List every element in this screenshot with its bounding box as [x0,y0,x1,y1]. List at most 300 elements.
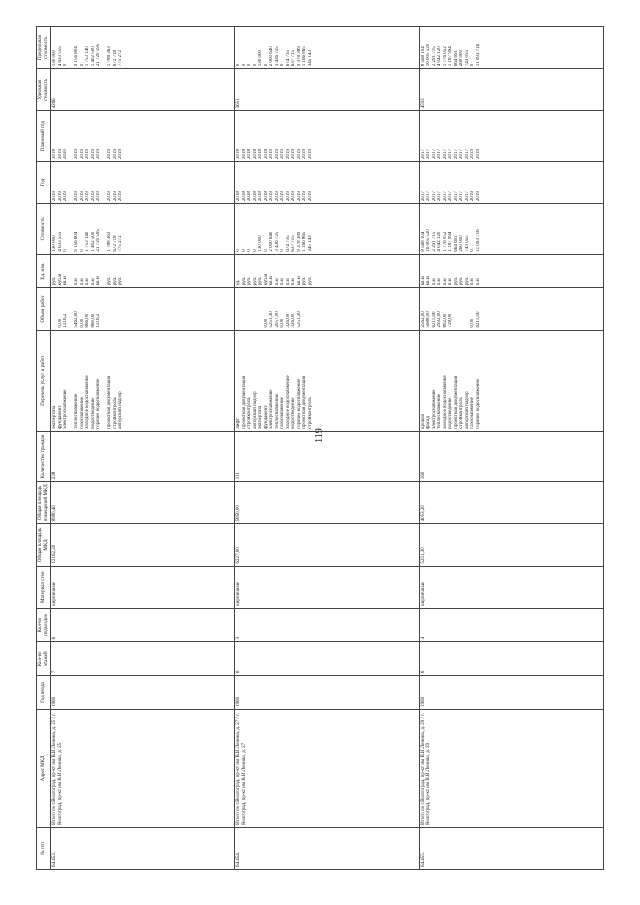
cell-mat: кирпичные [419,566,603,608]
cell-line: 11 093 716 [475,229,481,252]
cell-line: п.м [85,278,90,286]
header-unit-cost: Удельная стоимость [37,69,51,111]
cell-line: 2019 [291,148,297,159]
cell-year: 1969 [235,676,419,710]
cell-line: руб. [241,276,247,286]
cell-line: газоснабжение [470,397,476,429]
cell-works [51,330,235,431]
cell-line: 2018 [258,148,264,159]
cell-line: 2019 [112,191,118,202]
cell-line: 9 378 389 [296,231,302,252]
cell-line: 2017 [448,191,454,202]
table-header-row [37,27,51,870]
cell-line: 21 720 595 [96,43,101,67]
cell-line: 4 633 555 [57,46,63,67]
cell-line: п.м [475,278,481,286]
cell-vol [419,288,603,330]
header-total-area: Общая площадь помещений МКД [37,482,51,524]
cell-line: 2018 [52,148,57,159]
cell-line: горячее водоснабжение [96,378,101,429]
cell-line: 2019 [107,148,112,159]
cell-line: стройконтроль [247,397,253,429]
cell-line: водоотведение [448,397,454,429]
cell-line: 2017 [442,148,448,159]
cell-line: кв.м [296,276,302,286]
cell-line: 2562,00 [420,311,426,328]
cell-line: 1 788 363 [107,46,112,67]
cell-line: 2019 [285,191,291,202]
cell-entr: 4 [419,608,603,642]
table-row [51,27,235,870]
cell-line: 2017 [431,191,437,202]
cell-line: руб. [302,276,308,286]
cell-line: теплоснабжение [74,393,79,429]
cell-line: руб. [112,276,118,286]
cell-unit [235,254,419,288]
cell-num: 64.454. [235,827,419,869]
cell-line: 1 753 140 [85,231,90,252]
cell-line: проектная документация [107,375,112,429]
cell-line: 2018 [258,191,264,202]
cell-line: 2018 [236,148,242,159]
cell-line: 1 402 500 [90,46,96,67]
cell-line: 2019 [85,148,90,159]
cell-line: 4 042 120 [437,231,443,252]
cell-line: 16 005 520 [426,229,432,252]
cell-line: руб. [459,276,465,286]
cell-cost [419,204,603,255]
cell-spec [419,111,603,162]
cell-line: 0,00 [79,318,85,328]
cell-area: 5251,30 [419,524,603,566]
cell-line: 2019 [74,148,79,159]
cell-line: 326,00 [285,313,291,328]
cell-line: 2019 [470,148,476,159]
cell-line: ед. [236,279,242,286]
cell-line: проектная документация [302,375,308,429]
cell-line: 2018 [263,191,269,202]
cell-line: 892,00 [442,313,448,328]
header-floors: Кол-во этажей [37,642,51,676]
cell-line: 2018 [252,148,258,159]
cell-line: 0,00 [470,318,476,328]
cell-mat: кирпичные [235,566,419,608]
cell-line: 674 735 [285,235,291,252]
cell-line: руб. [453,276,459,286]
cell-entr: 3 [235,608,419,642]
cell-line: 0 [236,63,242,67]
cell-line: фундамент [57,405,63,429]
cell-line: 0 [241,249,247,252]
cell-max: 4266 [51,69,235,111]
cell-line: 866,00 [85,313,90,328]
cell-line: 2019 [118,191,123,202]
cell-line: 2019 [280,191,286,202]
header-addr: Адрес МКД [37,709,51,827]
cell-line: п.м [448,278,454,286]
cell-line: 0,00 [57,318,63,328]
cell-works [419,330,603,431]
cell-line: электроснабжение [63,389,68,429]
cell-plan [51,161,235,203]
cell-line: руб. [107,276,112,286]
cell-line: 2018 [252,191,258,202]
cell-line: 0 [263,249,269,252]
cell-line: 2019 [107,191,112,202]
cell-line: п.м [285,278,291,286]
cell-line: 2017 [431,148,437,159]
cell-line: 637 715 [291,235,297,252]
cell-line: куб.м [57,273,63,286]
cell-line: проектная документация [241,375,247,429]
cell-line: фундамент [263,405,269,429]
cell-line: 0 [252,249,258,252]
header-volume: Объем работ [37,288,51,330]
header-year-plan: Год [37,161,51,203]
table-row [235,27,419,870]
cell-line: 260 000 [459,49,465,67]
cell-line: 2019 [302,148,308,159]
cell-sum [419,27,603,69]
cell-line: 674 735 [285,49,291,67]
cell-line: 9 378 389 [296,46,302,67]
cell-area: 6227,00 [235,524,419,566]
cell-line: 2019 [274,191,280,202]
cell-line: стройконтроль [307,397,313,429]
cell-line: руб. [258,276,264,286]
cell-line: 2018 [247,148,253,159]
cell-line: кровля [420,414,426,429]
cell-unit [51,254,235,288]
cell-line: 743 055 [464,235,470,252]
cell-line: 2019 [90,148,96,159]
cell-line: 4 633 555 [57,231,63,252]
cell-line: водоотведение [90,397,96,429]
cell-line: кв.м [63,276,68,286]
cell-line: 2019 [280,148,286,159]
cell-line: 2 000 640 [269,46,275,67]
table-body [51,27,604,870]
header-works: Перечень услуг и работ [37,330,51,431]
cell-line: 2019 [307,148,313,159]
rotated-sheet [36,26,604,870]
cell-vol [51,288,235,330]
cell-line: 0 [63,249,68,252]
cell-line: п.м [431,278,437,286]
cell-line: 2019 [475,191,481,202]
cell-max: 3651 [235,69,419,111]
cell-line: 2017 [459,191,465,202]
cell-line: 3 436 725 [274,46,280,67]
cell-line: руб. [307,276,313,286]
cell-line: 2019 [52,191,57,202]
cell-line: 0 [470,63,476,67]
cell-line: 2932,00 [437,311,443,328]
cell-line: 0 [470,249,476,252]
cell-line: 11 093 716 [475,43,481,67]
cell-line: 2019 [63,191,68,202]
cell-line: 1 402 500 [90,231,96,252]
cell-sum [235,27,419,69]
cell-total: 5850,00 [235,482,419,524]
cell-num: 64.453. [51,827,235,869]
cell-line: куб.м [263,273,269,286]
cell-line: 3 436 725 [274,231,280,252]
cell-floors: 7 [51,642,235,676]
cell-line: 775 272 [118,49,123,67]
cell-line: 2019 [112,148,118,159]
cell-line: 130 000 [52,235,57,252]
cell-cost [51,204,235,255]
cell-line: кв.м [420,276,426,286]
cell-line: 5251,30 [269,311,275,328]
cell-line: 860,00 [90,313,96,328]
header-plan-year: Плановый год [37,111,51,162]
cell-line: 2019 [96,148,101,159]
cell-line: 2019 [296,191,302,202]
cell-total: 8980,40 [51,482,235,524]
cell-line [308,290,314,327]
cell-line: 2019 [74,191,79,202]
cell-line: 260 000 [459,235,465,252]
cell-line: 0 [79,249,85,252]
cell-line: 0 [263,63,269,67]
cell-line: 2017 [442,191,448,202]
cell-line: 2017 [464,148,470,159]
cell-line: 1216,2 [96,313,101,328]
cell-line: п.м [74,278,79,286]
cell-line: 130 000 [258,235,264,252]
cell-line: 2017 [453,148,459,159]
cell-line: 2019 [307,191,313,202]
cell-line: 5251,30 [296,311,302,328]
cell-reg: 160 [419,431,603,482]
cell-line: 2017 [453,191,459,202]
cell-line: п.м [274,278,280,286]
cell-line: теплоснабжение [437,393,443,429]
page-number: 119 [313,428,325,443]
cell-line: кв.м [96,276,101,286]
cell-line: 21 720 595 [96,229,101,252]
cell-line: фасад [426,416,432,429]
cell-line [118,290,124,327]
cell-line: руб. [118,276,123,286]
cell-vol [235,288,419,330]
cell-line: 8 568 104 [420,231,426,252]
cell-line: 5688,00 [426,311,432,328]
cell-line: стройконтроль [459,397,465,429]
cell-entr: 6 [51,608,235,642]
cell-line: 2019 [118,148,123,159]
header-area: Общая площадь МКД [37,524,51,566]
cell-line: 9 156 804 [74,46,79,67]
cell-line: 1 187 994 [448,46,454,67]
cell-year: 1969 [51,676,235,710]
cell-line: 6211,00 [475,311,481,328]
cell-line: 2018 [247,191,253,202]
cell-line: 2 291 715 [431,46,437,67]
cell-line: 2019 [269,148,275,159]
cell-line: руб. [52,276,57,286]
cell-area: 12162,20 [51,524,235,566]
cell-line: п.м [442,278,448,286]
cell-line: 2017 [426,148,432,159]
cell-line: 0 [247,249,253,252]
cell-line: 2020 [63,148,68,159]
header-num: № п/п [37,827,51,869]
cell-line: лифт [236,418,242,429]
cell-line: п.м [79,278,85,286]
cell-line: 2019 [296,148,302,159]
cell-line: 2017 [464,191,470,202]
cell-line: 672 718 [112,49,118,67]
table-row [419,27,603,870]
cell-line: 2018 [241,148,247,159]
cell-line: 2018 [241,191,247,202]
cell-line: руб. [247,276,253,286]
cell-line: 0 [280,249,286,252]
cell-line: 2019 [274,148,280,159]
cell-line: 2057,00 [274,311,280,328]
cell-line: 728,00 [448,313,454,328]
header-limit-cost: Предельная стоимость [37,27,51,69]
cell-floors: 6 [419,642,603,676]
cell-line: холодное водоснабжение [285,375,291,429]
cell-line: 130 000 [52,49,57,67]
cell-line: холодное водоснабжение [85,375,90,429]
cell-line: электроснабжение [269,389,275,429]
cell-line: 664 691 [453,49,459,67]
cell-line: п.м [437,278,443,286]
cell-line: проектная документация [453,375,459,429]
cell-total: 4053,20 [419,482,603,524]
cell-line: газоснабжение [280,397,286,429]
cell-line: п.м [470,278,476,286]
cell-line: стройконтроль [112,397,118,429]
cell-line: 2019 [475,148,481,159]
cell-line: 0 [236,249,242,252]
cell-spec [235,111,419,162]
cell-line: 2019 [57,191,63,202]
cell-line: водоотведение [291,397,297,429]
cell-line: горячее водоснабжение [296,378,302,429]
cell-line: 0 [241,63,247,67]
cell-year: 1969 [419,676,603,710]
header-year: Год ввода [37,676,51,710]
cell-line: 775 272 [118,235,123,252]
cell-reg: 111 [235,431,419,482]
cell-line: 2019 [79,191,85,202]
cell-line: 2018 [236,191,242,202]
cell-line: 2017 [459,148,465,159]
cell-line: 326,00 [291,313,297,328]
header-unit: Ед. изм. [37,254,51,288]
capital-repair-table [36,26,604,870]
cell-line: 0 [79,63,85,67]
cell-line: 5462,00 [74,311,79,328]
cell-line: 0,00 [263,318,269,328]
cell-line: горячее водоснабжение [475,378,481,429]
cell-line: 0 [252,63,258,67]
cell-line: электроснабжение [431,389,437,429]
cell-plan [419,161,603,203]
cell-max: 4593 [419,69,603,111]
cell-line: авторский надзор [118,391,123,429]
header-material: Материал стен [37,566,51,608]
cell-line: 1 187 994 [448,231,454,252]
cell-line: 1 776 052 [442,231,448,252]
cell-line: 0,00 [280,318,286,328]
cell-line: 2019 [79,148,85,159]
cell-mat: кирпичные [51,566,235,608]
cell-addr: Итого по г.Волгоград, пр-кт им В.И.Ленина, д. 29 / г. Волгоград, пр-кт им В.И.Ленина, д. 29 [419,709,603,827]
cell-addr: Итого по г.Волгоград, пр-кт им В.И.Ленина, д. 27 / г. Волгоград, пр-кт им В.И.Ленина, д. 27 [235,709,419,827]
cell-line: 6211,00 [431,311,437,328]
cell-line: 637 715 [291,49,297,67]
cell-line: 2019 [470,191,476,202]
header-residents: Количество граждан [37,431,51,482]
cell-line: 1 166 865 [302,231,308,252]
cell-addr: Итого по г.Волгоград, пр-кт им В.И.Ленина, д. 25 / г. Волгоград, пр-кт им В.И.Ленина, д. 25 [51,709,235,827]
cell-line: 345 143 [307,235,313,252]
cell-line: 2017 [448,148,454,159]
cell-sum [51,27,235,69]
cell-line: кв.м [426,276,432,286]
cell-line: 9 156 804 [74,231,79,252]
cell-line: 2017 [437,148,443,159]
cell-line: п.м [280,278,286,286]
cell-spec [51,111,235,162]
cell-line: п.м [90,278,96,286]
cell-plan [235,161,419,203]
cell-line: 2 000 640 [269,231,275,252]
cell-line: 2017 [420,148,426,159]
cell-line: 130 000 [258,49,264,67]
cell-line: 743 055 [464,49,470,67]
cell-line: руб. [464,276,470,286]
cell-line: 0 [63,63,68,67]
cell-works [235,330,419,431]
cell-line: 2017 [437,191,443,202]
cell-line: 2017 [420,191,426,202]
cell-line: холодное водоснабжение [442,375,448,429]
cell-line: 1 776 052 [442,46,448,67]
header-entrances: Кол-во подъездов [37,608,51,642]
cell-floors: 6 [235,642,419,676]
cell-line: 1 788 363 [107,231,112,252]
cell-line: 2019 [269,191,275,202]
cell-line: теплоснабжение [274,393,280,429]
cell-line: 2019 [285,148,291,159]
cell-line: газоснабжение [79,397,85,429]
cell-line: 2019 [302,191,308,202]
header-cost: Стоимость [37,204,51,255]
cell-line: 2019 [96,191,101,202]
cell-line: 2 291 715 [431,231,437,252]
cell-line: 2017 [426,191,432,202]
cell-line: 16 005 520 [426,43,432,67]
cell-unit [419,254,603,288]
cell-line: авторский надзор [252,391,258,429]
cell-line: 2018 [263,148,269,159]
cell-line: руб. [252,276,258,286]
cell-line: 664 691 [453,235,459,252]
cell-line: 1 753 140 [85,46,90,67]
cell-line: п.м [291,278,297,286]
cell-line: 2019 [57,148,63,159]
cell-line: 1216,2 [63,313,68,328]
cell-line: 0 [247,63,253,67]
